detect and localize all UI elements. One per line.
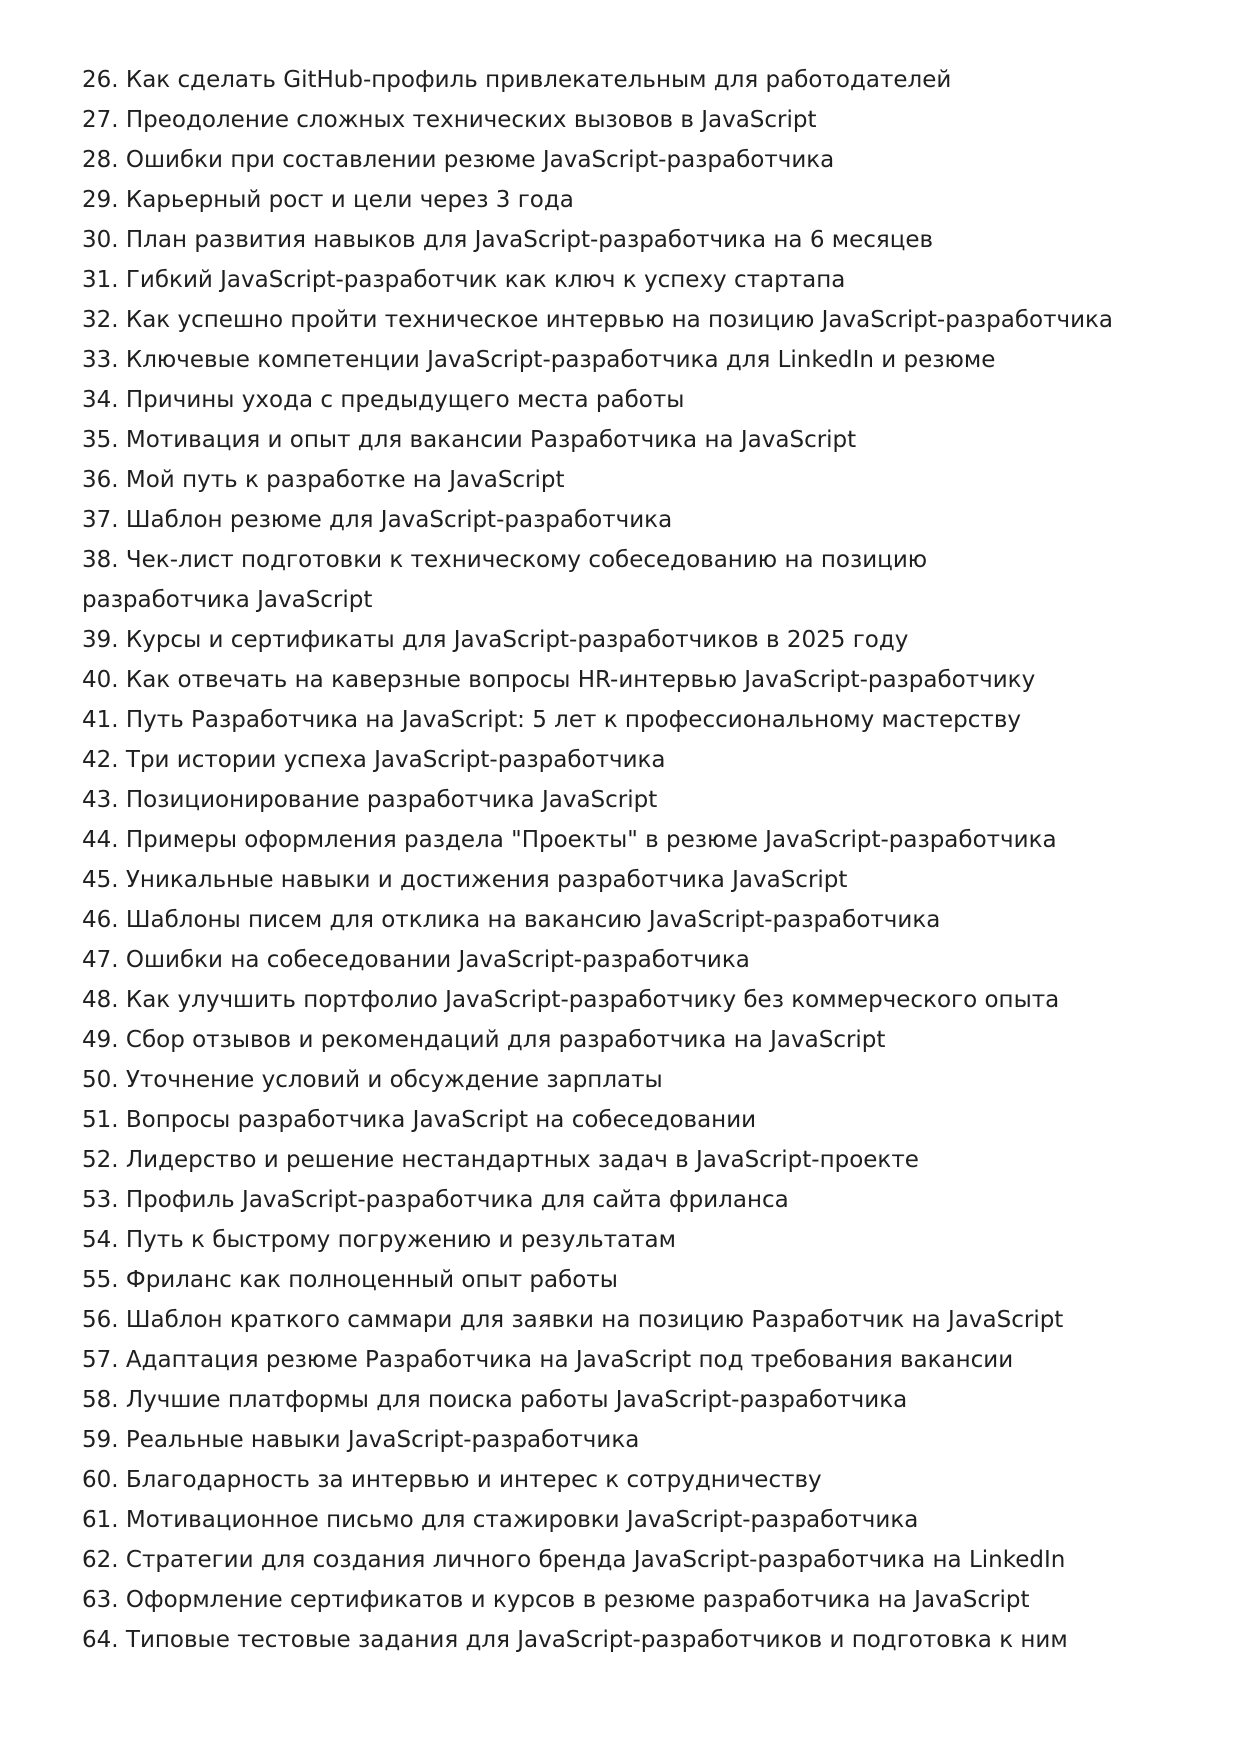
list-item: 59. Реальные навыки JavaScript-разработчика [82,1427,640,1453]
list-item: 30. План развития навыков для JavaScript-разработчика на 6 месяцев [82,227,934,253]
list-item: 26. Как сделать GitHub-профиль привлекательным для работодателей [82,67,952,93]
list-item: 41. Путь Разработчика на JavaScript: 5 лет к профессиональному мастерству [82,707,1021,733]
list-item: 35. Мотивация и опыт для вакансии Разработчика на JavaScript [82,427,857,453]
list-item: 58. Лучшие платформы для поиска работы JavaScript-разработчика [82,1387,908,1413]
list-item: 31. Гибкий JavaScript-разработчик как ключ к успеху стартапа [82,267,846,293]
list-item: 33. Ключевые компетенции JavaScript-разработчика для LinkedIn и резюме [82,347,996,373]
list-item: 39. Курсы и сертификаты для JavaScript-разработчиков в 2025 году [82,627,909,653]
list-item: 43. Позиционирование разработчика JavaScript [82,787,658,813]
list-item: 62. Стратегии для создания личного бренда JavaScript-разработчика на LinkedIn [82,1547,1066,1573]
list-item: 29. Карьерный рост и цели через 3 года [82,187,574,213]
list-item: 50. Уточнение условий и обсуждение зарплаты [82,1067,663,1093]
list-item: 57. Адаптация резюме Разработчика на JavaScript под требования вакансии [82,1347,1014,1373]
list-item: 38. Чек-лист подготовки к техническому собеседованию на позицию разработчика JavaScript [82,547,928,613]
list-item: 49. Сбор отзывов и рекомендаций для разработчика на JavaScript [82,1027,886,1053]
list-item: 40. Как отвечать на каверзные вопросы HR-интервью JavaScript-разработчику [82,667,1036,693]
list-item: 45. Уникальные навыки и достижения разработчика JavaScript [82,867,848,893]
list-item: 56. Шаблон краткого саммари для заявки на позицию Разработчик на JavaScript [82,1307,1064,1333]
list-item: 48. Как улучшить портфолио JavaScript-разработчику без коммерческого опыта [82,987,1060,1013]
list-item: 42. Три истории успеха JavaScript-разработчика [82,747,666,773]
list-item: 44. Примеры оформления раздела "Проекты" в резюме JavaScript-разработчика [82,827,1057,853]
list-item: 34. Причины ухода с предыдущего места работы [82,387,685,413]
list-item: 55. Фриланс как полноценный опыт работы [82,1267,618,1293]
list-item: 53. Профиль JavaScript-разработчика для сайта фриланса [82,1187,789,1213]
list-item: 36. Мой путь к разработке на JavaScript [82,467,565,493]
list-item: 28. Ошибки при составлении резюме JavaScript-разработчика [82,147,835,173]
list-item: 51. Вопросы разработчика JavaScript на собеседовании [82,1107,757,1133]
list-item: 46. Шаблоны писем для отклика на вакансию JavaScript-разработчика [82,907,941,933]
list-item: 63. Оформление сертификатов и курсов в резюме разработчика на JavaScript [82,1587,1030,1613]
document-page [82,60,1162,1660]
list-item: 37. Шаблон резюме для JavaScript-разработчика [82,507,673,533]
list-item: 32. Как успешно пройти техническое интервью на позицию JavaScript-разработчика [82,307,1114,333]
list-item: 61. Мотивационное письмо для стажировки JavaScript-разработчика [82,1507,919,1533]
list-item: 64. Типовые тестовые задания для JavaScript-разработчиков и подготовка к ним [82,1627,1068,1653]
list-item: 47. Ошибки на собеседовании JavaScript-разработчика [82,947,750,973]
list-item: 27. Преодоление сложных технических вызовов в JavaScript [82,107,817,133]
list-item: 60. Благодарность за интервью и интерес к сотрудничеству [82,1467,822,1493]
list-item: 54. Путь к быстрому погружению и результатам [82,1227,676,1253]
list-item: 52. Лидерство и решение нестандартных задач в JavaScript-проекте [82,1147,919,1173]
